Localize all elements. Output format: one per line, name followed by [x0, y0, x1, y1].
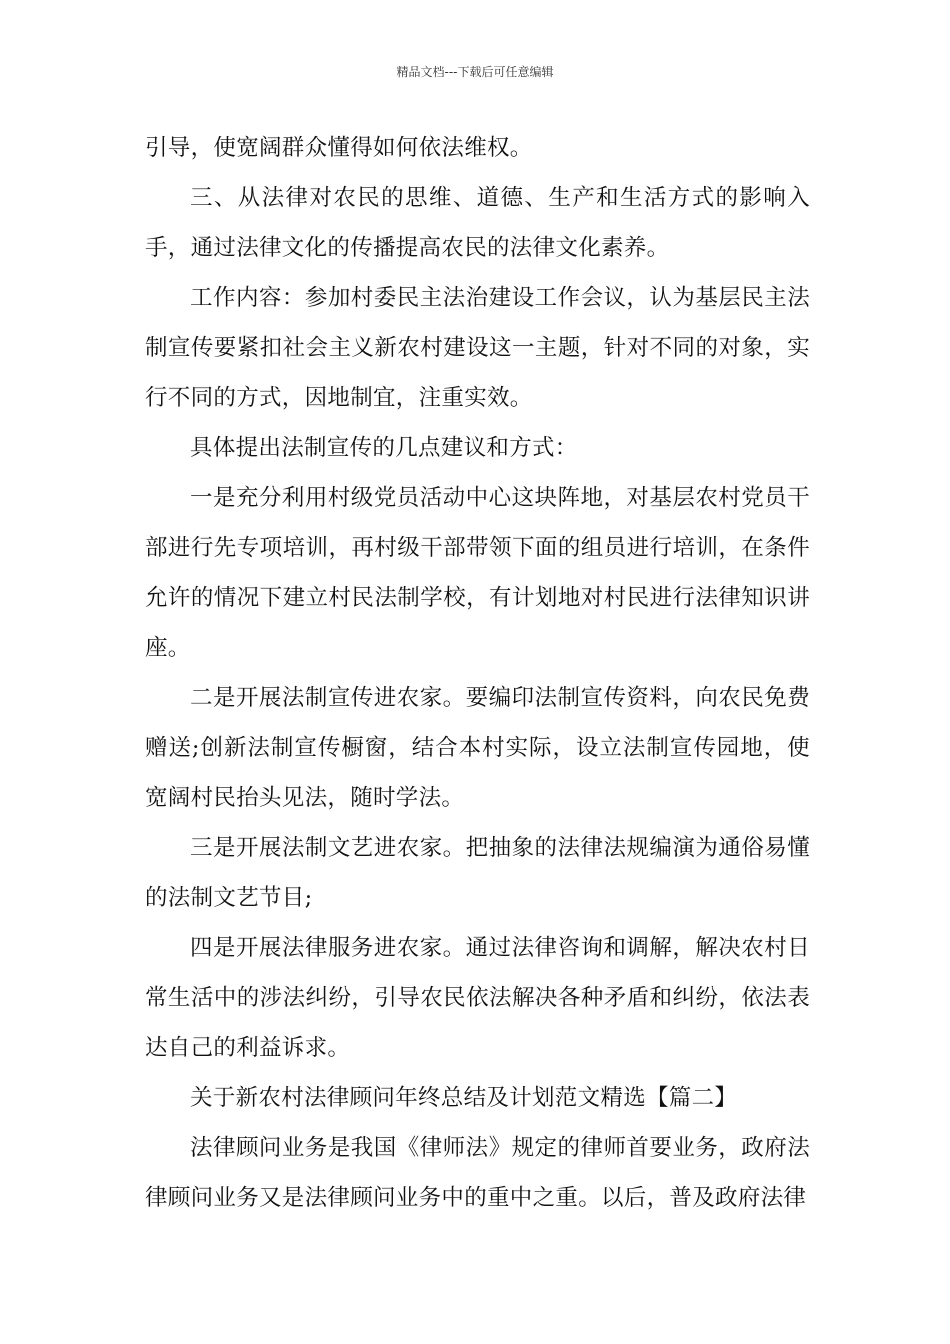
- paragraph-6: 二是开展法制宣传进农家。要编印法制宣传资料，向农民免费赠送;创新法制宣传橱窗，结合本村实际，设立法制宣传园地，使宽阔村民抬头见法，随时学法。: [145, 685, 810, 811]
- page-header: 精品文档---下载后可任意编辑: [396, 65, 554, 79]
- paragraph-2: 三、从法律对农民的思维、道德、生产和生活方式的影响入手，通过法律文化的传播提高农民的法律文化素养。: [145, 185, 810, 261]
- paragraph-7: 三是开展法制文艺进农家。把抽象的法律法规编演为通俗易懂的法制文艺节目;: [145, 835, 810, 911]
- document-body: [145, 123, 810, 1223]
- paragraph-1: 引导，使宽阔群众懂得如何依法维权。: [145, 135, 533, 161]
- paragraph-3: 工作内容：参加村委民主法治建设工作会议，认为基层民主法制宣传要紧扣社会主义新农村建设这一主题，针对不同的对象，实行不同的方式，因地制宜，注重实效。: [145, 285, 810, 411]
- paragraph-5: 一是充分利用村级党员活动中心这块阵地，对基层农村党员干部进行先专项培训，再村级干部带领下面的组员进行培训，在条件允许的情况下建立村民法制学校，有计划地对村民进行法律知识讲座。: [145, 485, 810, 661]
- paragraph-4: 具体提出法制宣传的几点建议和方式：: [190, 435, 578, 461]
- section-heading: 关于新农村法律顾问年终总结及计划范文精选【篇二】: [190, 1085, 738, 1111]
- paragraph-8: 四是开展法律服务进农家。通过法律咨询和调解，解决农村日常生活中的涉法纠纷，引导农民依法解决各种矛盾和纠纷，依法表达自己的利益诉求。: [145, 935, 810, 1061]
- paragraph-9: 法律顾问业务是我国《律师法》规定的律师首要业务，政府法律顾问业务又是法律顾问业务中的重中之重。以后，普及政府法律: [145, 1135, 810, 1211]
